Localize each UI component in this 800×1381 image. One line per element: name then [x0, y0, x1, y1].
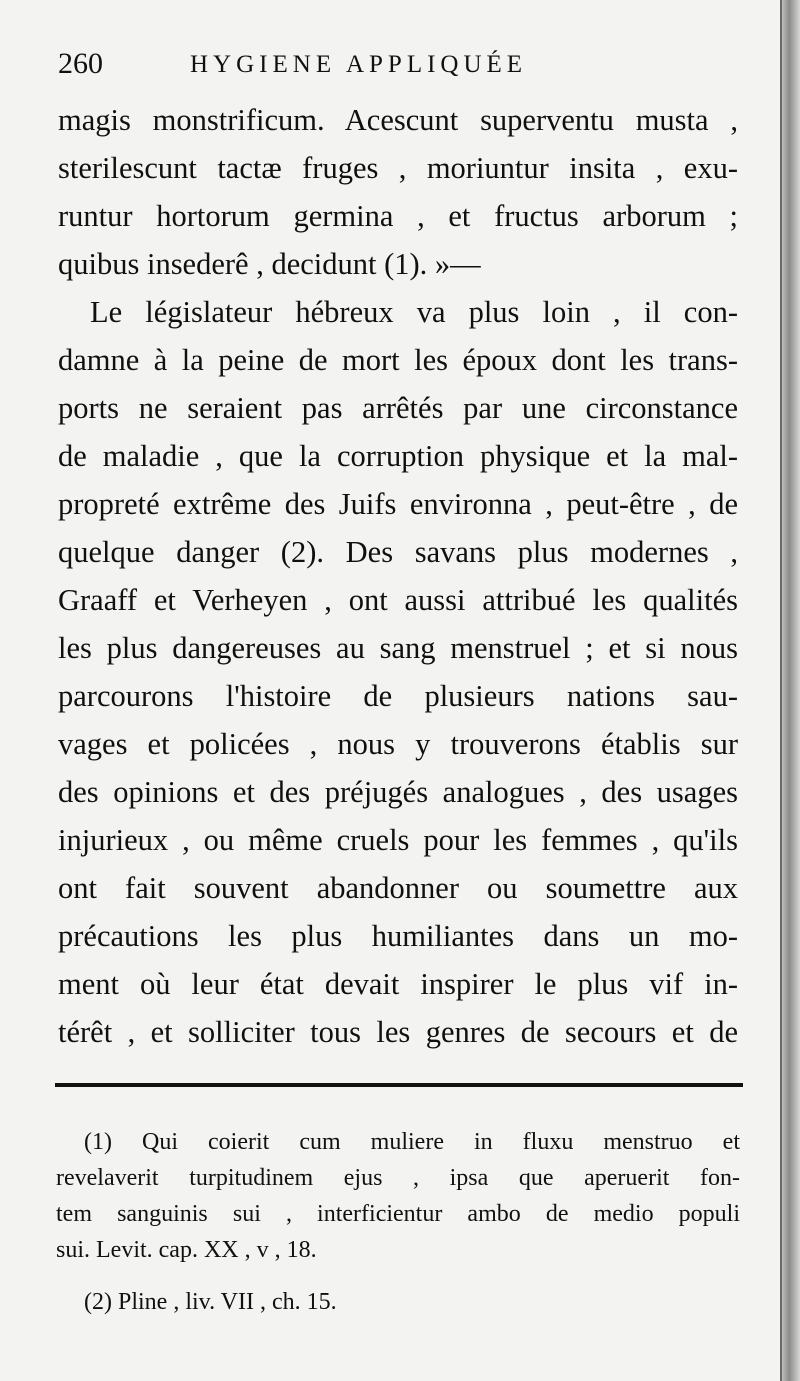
- footnote-rule: [55, 1083, 743, 1087]
- body-line: damne à la peine de mort les époux dont les trans-: [58, 343, 738, 377]
- page-edge: [782, 0, 800, 1381]
- page-number: 260: [58, 47, 103, 80]
- body-line: ont fait souvent abandonner ou soumettre aux: [58, 871, 738, 905]
- body-line: injurieux , ou même cruels pour les femmes , qu'ils: [58, 823, 738, 857]
- body-line: propreté extrême des Juifs environna , peut-être , de: [58, 487, 738, 521]
- body-line: précautions les plus humiliantes dans un mo-: [58, 919, 738, 953]
- body-line: de maladie , que la corruption physique et la mal-: [58, 439, 738, 473]
- body-line: parcourons l'histoire de plusieurs nations sau-: [58, 679, 738, 713]
- body-line: runtur hortorum germina , et fructus arborum ;: [58, 199, 738, 233]
- body-line: quelque danger (2). Des savans plus modernes ,: [58, 535, 738, 569]
- body-line: sterilescunt tactæ fruges , moriuntur insita , exu-: [58, 151, 738, 185]
- footnote-spacer: [84, 1268, 740, 1284]
- footnote-line: tem sanguinis sui , interficientur ambo de medio populi: [56, 1201, 740, 1227]
- body-line: Le législateur hébreux va plus loin , il con-: [90, 295, 738, 329]
- footnotes: [56, 1124, 740, 1320]
- body-line: ports ne seraient pas arrêtés par une circonstance: [58, 391, 738, 425]
- body-line: magis monstrificum. Acescunt superventu musta ,: [58, 103, 738, 137]
- footnote-line: revelaverit turpitudinem ejus , ipsa que aperuerit fon-: [56, 1165, 740, 1191]
- body-line: vages et policées , nous y trouverons établis sur: [58, 727, 738, 761]
- body-line: les plus dangereuses au sang menstruel ; et si nous: [58, 631, 738, 665]
- body-line: des opinions et des préjugés analogues , des usages: [58, 775, 738, 809]
- footnote-line: (1) Qui coierit cum muliere in fluxu menstruo et: [84, 1129, 740, 1155]
- footnote-line: sui. Levit. cap. XX , v , 18.: [56, 1237, 317, 1263]
- body-text: [58, 96, 738, 1056]
- body-line: quibus insederê , decidunt (1). »—: [58, 247, 481, 281]
- running-head: HYGIENE APPLIQUÉE: [190, 51, 528, 78]
- page-header: [58, 44, 738, 84]
- body-line: térêt , et solliciter tous les genres de secours et de: [58, 1015, 738, 1049]
- footnote-line: (2) Pline , liv. VII , ch. 15.: [84, 1289, 337, 1315]
- body-line: ment où leur état devait inspirer le plus vif in-: [58, 967, 738, 1001]
- body-line: Graaff et Verheyen , ont aussi attribué les qualités: [58, 583, 738, 617]
